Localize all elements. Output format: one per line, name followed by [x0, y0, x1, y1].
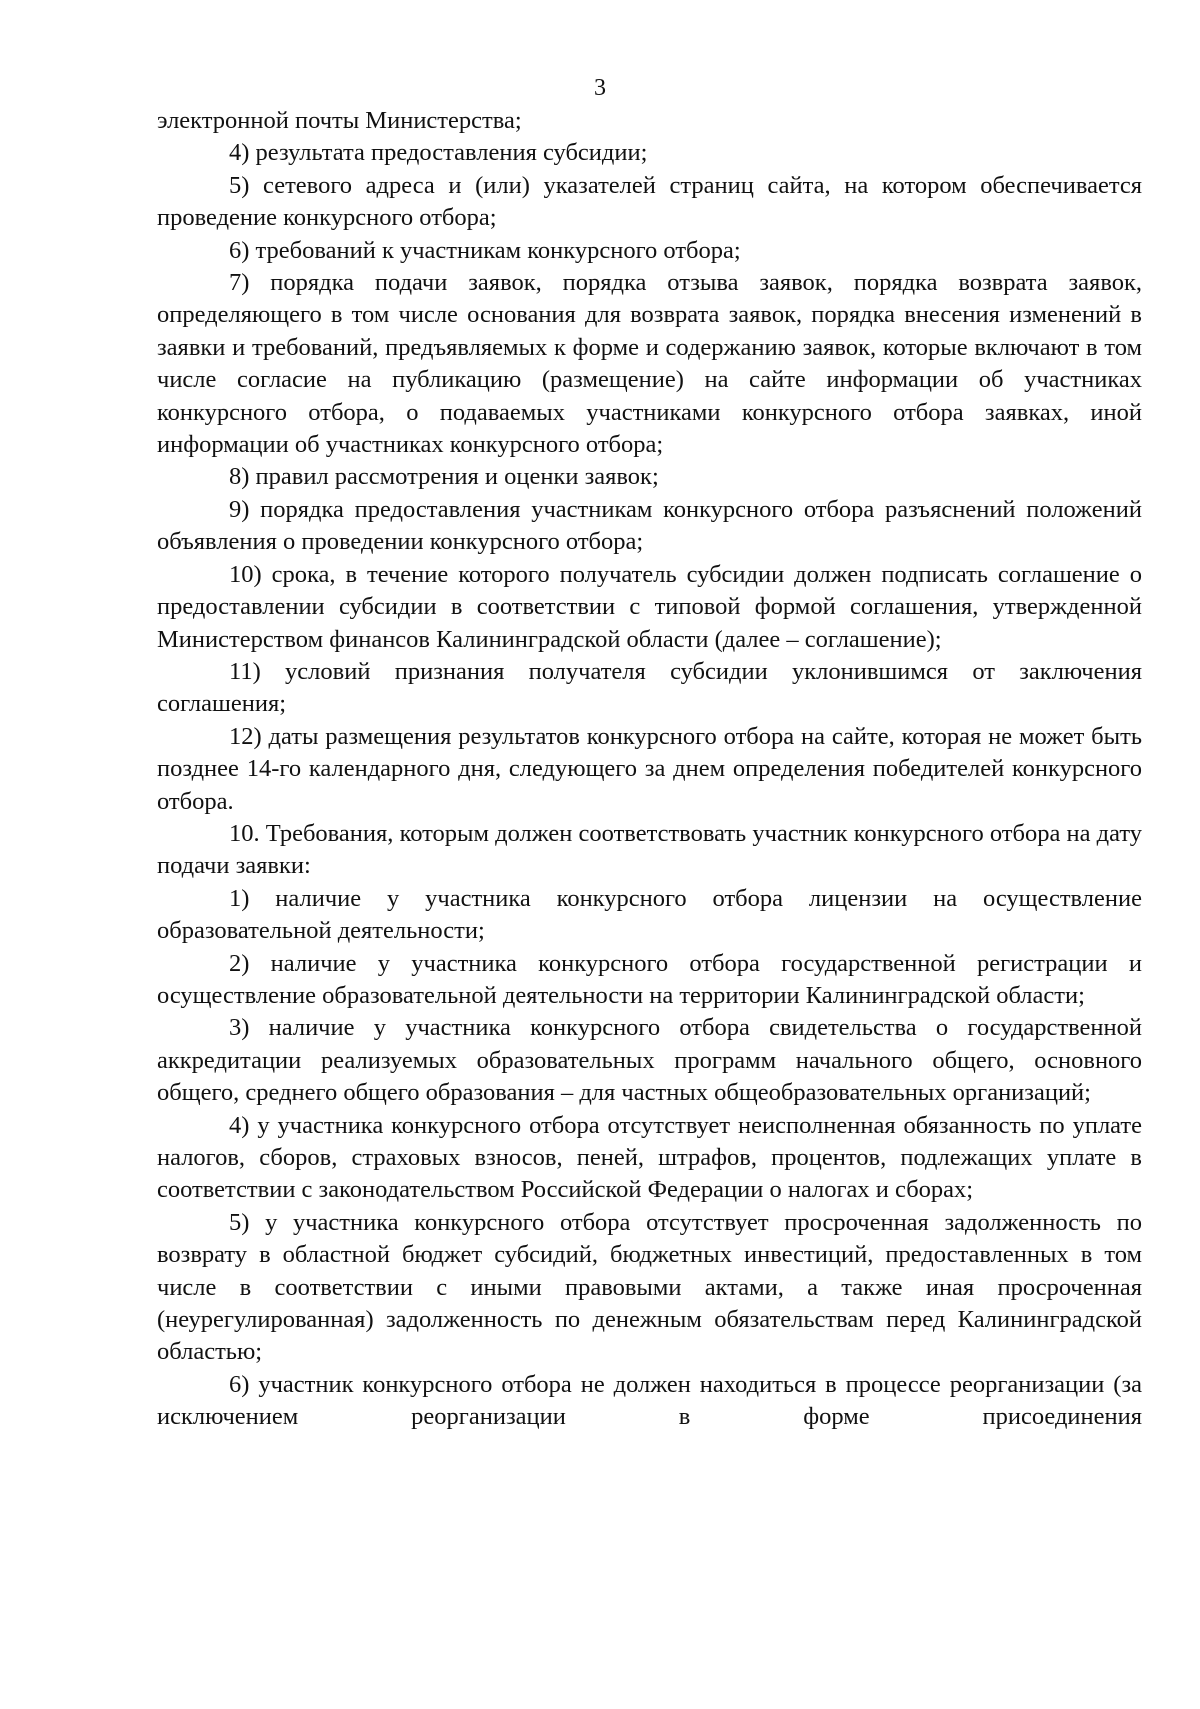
- paragraph-item-12: 12) даты размещения результатов конкурсного отбора на сайте, которая не может быть позднее 14-го календарного дня, следующего за днем определения победителей конкурсного отбора.: [157, 722, 1142, 815]
- paragraph-item-10: 10) срока, в течение которого получатель субсидии должен подписать соглашение о предоставлении субсидии в соответствии с типовой формой соглашения, утвержденной Министерством финансов Калининградской области (далее – соглашение);: [157, 560, 1142, 653]
- requirement-item-5: 5) у участника конкурсного отбора отсутствует просроченная задолженность по возврату в областной бюджет субсидий, бюджетных инвестиций, предоставленных в том числе в соответствии с иными правовыми актами, а также иная просроченная (неурегулированная) задолженность по денежным обязательствам перед Калининградской областью;: [157, 1208, 1142, 1366]
- requirement-item-6: 6) участник конкурсного отбора не должен находиться в процессе реорганизации (за исключением реорганизации в форме присоединения: [157, 1370, 1142, 1431]
- requirement-item-2: 2) наличие у участника конкурсного отбора государственной регистрации и осуществление образовательной деятельности на территории Калининградской области;: [157, 949, 1142, 1009]
- paragraph-section-10: 10. Требования, которым должен соответствовать участник конкурсного отбора на дату подачи заявки:: [157, 819, 1142, 880]
- page-number: 3: [594, 75, 606, 101]
- requirement-item-1: 1) наличие у участника конкурсного отбора лицензии на осуществление образовательной деятельности;: [157, 884, 1142, 945]
- paragraph-continuation: электронной почты Министерства;: [157, 107, 522, 134]
- paragraph-item-9: 9) порядка предоставления участникам конкурсного отбора разъяснений положений объявления о проведении конкурсного отбора;: [157, 495, 1142, 556]
- paragraph-item-4: 4) результата предоставления субсидии;: [229, 139, 648, 167]
- document-body: [157, 105, 1142, 1434]
- paragraph-item-7: 7) порядка подачи заявок, порядка отзыва заявок, порядка возврата заявок, определяющего в том числе основания для возврата заявок, порядка внесения изменений в заявки и требований, предъявляемых к форме и содержанию заявок, которые включают в том числе согласие на публикацию (размещение) на сайте информации об участниках конкурсного отбора, о подаваемых участниками конкурсного отбора заявках, иной информации об участниках конкурсного отбора;: [157, 269, 1142, 459]
- requirement-item-4: 4) у участника конкурсного отбора отсутствует неисполненная обязанность по уплате налогов, сборов, страховых взносов, пеней, штрафов, процентов, подлежащих уплате в соответствии с законодательством Российской Федерации о налогах и сборах;: [157, 1111, 1142, 1204]
- paragraph-item-8: 8) правил рассмотрения и оценки заявок;: [229, 463, 659, 491]
- paragraph-item-5: 5) сетевого адреса и (или) указателей страниц сайта, на котором обеспечивается проведение конкурсного отбора;: [157, 171, 1142, 232]
- paragraph-item-11: 11) условий признания получателя субсидии уклонившимся от заключения соглашения;: [157, 657, 1142, 718]
- paragraph-item-6: 6) требований к участникам конкурсного отбора;: [229, 236, 741, 264]
- requirement-item-3: 3) наличие у участника конкурсного отбора свидетельства о государственной аккредитации реализуемых образовательных программ начального общего, основного общего, среднего общего образования – для частных общеобразовательных организаций;: [157, 1014, 1142, 1107]
